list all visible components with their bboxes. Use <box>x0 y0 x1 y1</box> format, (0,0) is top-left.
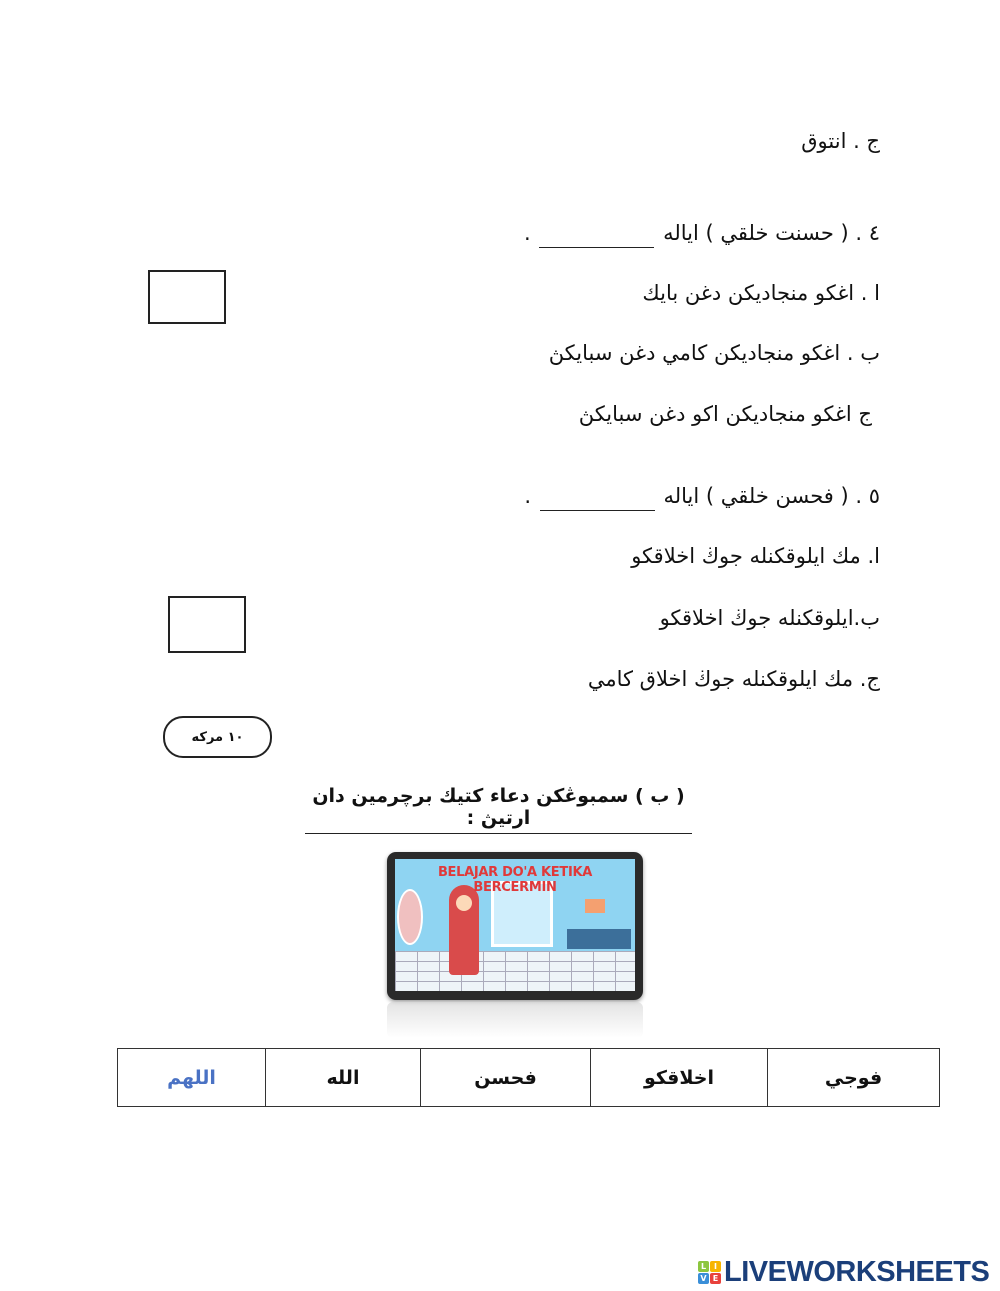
logo-letter: I <box>710 1261 721 1272</box>
q4-answer-box[interactable] <box>148 270 226 324</box>
lesson-image <box>387 852 643 1000</box>
q4-option-b: ب . اغكو منجاديكن كامي دغن سبايكڽ <box>548 341 880 365</box>
logo-icon <box>698 1261 721 1284</box>
brand-name: LIVEWORKSHEETS <box>724 1256 990 1288</box>
logo-letter: E <box>710 1273 721 1284</box>
section-b-heading: ( ب ) سمبوڠكن دعاء كتيك برچرمين دان ارتيڽ : <box>305 785 692 834</box>
q5-number: ٥ . <box>855 484 880 508</box>
word-bank-cell[interactable]: اخلاقكو <box>591 1049 768 1107</box>
logo-letter: V <box>698 1273 709 1284</box>
word-bank-cell[interactable]: فوجي <box>768 1049 940 1107</box>
mirror <box>397 889 423 945</box>
q3-option-c: ج . انتوق <box>801 129 880 153</box>
q4-blank <box>539 225 654 248</box>
liveworksheets-logo <box>698 1256 989 1289</box>
word-bank-table <box>117 1048 940 1107</box>
q5-option-c: ج. مك ايلوقكنله جوڬ اخلاق كامي <box>587 667 880 691</box>
desk <box>567 929 631 949</box>
word-bank-cell[interactable]: الله <box>266 1049 421 1107</box>
q5-end: . <box>524 484 532 508</box>
girl-face <box>456 895 472 911</box>
image-title: BELAJAR DO'A KETIKA BERCERMIN <box>437 865 593 895</box>
logo-letter: L <box>698 1261 709 1272</box>
q4-prompt: ( حسنت خلقي ) اياله <box>663 221 849 245</box>
word-bank-cell[interactable]: فحسن <box>421 1049 591 1107</box>
word-bank-cell[interactable]: اللهم <box>118 1049 266 1107</box>
q5-blank <box>540 488 655 511</box>
q4-option-c: ج اغكو منجاديكن اكو دغن سبايكڽ <box>578 402 872 426</box>
floor-tiles <box>395 951 635 991</box>
q5-option-a: ا. مك ايلوقكنله جوڬ اخلاقكو <box>631 544 880 568</box>
q5-prompt: ( فحسن خلقي ) اياله <box>663 484 849 508</box>
q4-question <box>524 218 880 248</box>
lamp <box>585 899 605 913</box>
q4-number: ٤ . <box>855 221 880 245</box>
image-reflection <box>387 1002 643 1038</box>
q5-answer-box[interactable] <box>168 596 246 653</box>
q4-end: . <box>524 221 531 245</box>
q5-option-b: ب.ايلوقكنله جوڬ اخلاقكو <box>659 606 880 630</box>
marks-badge: ١٠ مركه <box>163 716 272 758</box>
q5-question <box>524 481 880 511</box>
q4-option-a: ا . اغكو منجاديكن دغن بايك <box>642 281 880 305</box>
